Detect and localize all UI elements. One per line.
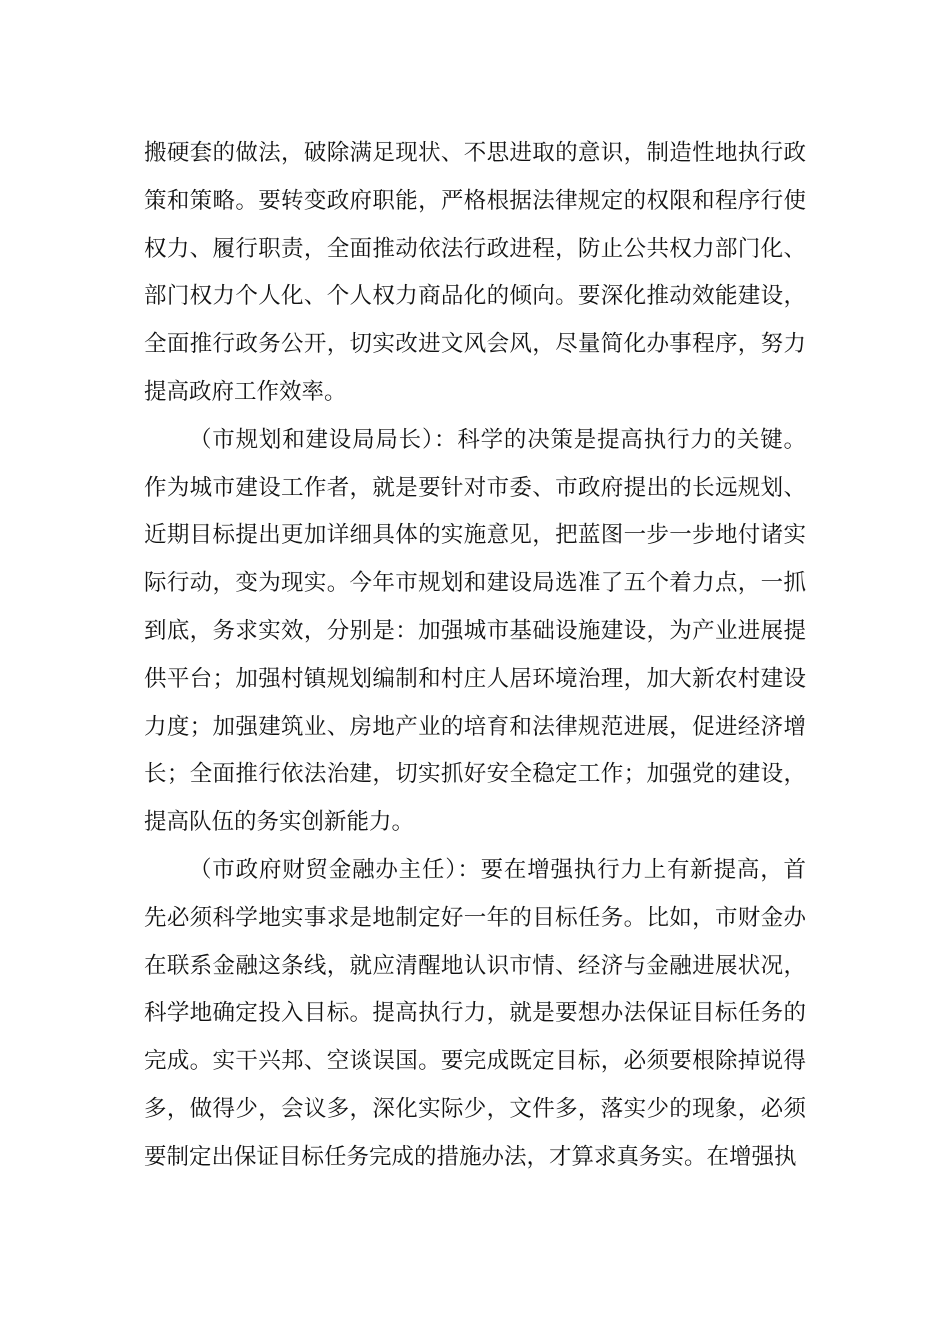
paragraph-3: （市政府财贸金融办主任）：要在增强执行力上有新提高，首先必须科学地实事求是地制定好一年的目标任务。比如，市财金办在联系金融这条线，就应清醒地认识市情、经济与金融进展状况，科学地确定投入目标。提高执行力，就是要想办法保证目标任务的完成。实干兴邦、空谈误国。要完成既定目标，必须要根除掉说得多，做得少，会议多，深化实际少，文件多，落实少的现象，必须要制定出保证目标任务完成的措施办法，才算求真务实。在增强执	[144, 856, 806, 1170]
paragraph-1: 搬硬套的做法，破除满足现状、不思进取的意识，制造性地执行政策和策略。要转变政府职能，严格根据法律规定的权限和程序行使权力、履行职责，全面推动依法行政进程，防止公共权力部门化、部门权力个人化、个人权力商品化的倾向。要深化推动效能建设，全面推行政务公开，切实改进文风会风，尽量简化办事程序，努力提高政府工作效率。	[144, 140, 806, 405]
document-body	[144, 130, 806, 1182]
paragraph-2: （市规划和建设局局长）：科学的决策是提高执行力的关键。作为城市建设工作者，就是要针对市委、市政府提出的长远规划、近期目标提出更加详细具体的实施意见，把蓝图一步一步地付诸实际行动，变为现实。今年市规划和建设局选准了五个着力点，一抓到底，务求实效，分别是：加强城市基础设施建设，为产业进展提供平台；加强村镇规划编制和村庄人居环境治理，加大新农村建设力度；加强建筑业、房地产业的培育和法律规范进展，促进经济增长；全面推行依法治建，切实抓好安全稳定工作；加强党的建设，提高队伍的务实创新能力。	[144, 426, 806, 836]
